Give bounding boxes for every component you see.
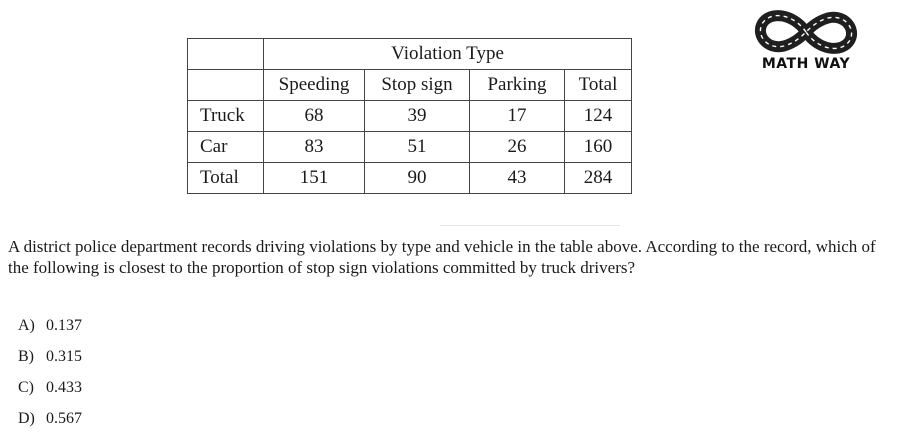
table-column-header-row [188, 70, 632, 101]
row-label-truck: Truck [188, 101, 264, 132]
table-cell: 26 [470, 132, 565, 163]
table-cell: 39 [365, 101, 470, 132]
column-header-speeding: Speeding [264, 70, 365, 101]
choice-value: 0.433 [46, 379, 82, 396]
table-cell: 83 [264, 132, 365, 163]
question-text: A district police department records driving violations by type and vehicle in the table above. According to the record, which of the following is closest to the proportion of stop sign violations committed by truck drivers? [8, 237, 876, 277]
choice-value: 0.315 [46, 348, 82, 365]
answer-choice-c[interactable] [18, 372, 82, 403]
table-empty-header-cell [188, 70, 264, 101]
choice-letter: D) [18, 410, 35, 427]
choice-value: 0.567 [46, 410, 82, 427]
table-row [188, 163, 632, 194]
table-cell: 284 [565, 163, 632, 194]
table-row [188, 101, 632, 132]
violations-table [187, 38, 632, 194]
table-cell: 151 [264, 163, 365, 194]
answer-choice-d[interactable] [18, 403, 82, 434]
row-label-total: Total [188, 163, 264, 194]
answer-choices [18, 310, 82, 434]
answer-choice-a[interactable] [18, 310, 82, 341]
table-cell: 17 [470, 101, 565, 132]
row-label-car: Car [188, 132, 264, 163]
table-cell: 90 [365, 163, 470, 194]
choice-value: 0.137 [46, 317, 82, 334]
answer-choice-b[interactable] [18, 341, 82, 372]
table-cell: 124 [565, 101, 632, 132]
table-group-header-row [188, 39, 632, 70]
table-row [188, 132, 632, 163]
choice-letter: B) [18, 348, 34, 365]
table-corner-cell [188, 39, 264, 70]
table-cell: 160 [565, 132, 632, 163]
table-cell: 43 [470, 163, 565, 194]
table-cell: 68 [264, 101, 365, 132]
column-header-total: Total [565, 70, 632, 101]
choice-letter: A) [18, 317, 35, 334]
violation-type-header: Violation Type [264, 39, 632, 70]
table-cell: 51 [365, 132, 470, 163]
choice-letter: C) [18, 379, 34, 396]
violations-table-container [187, 38, 632, 194]
infinity-road-icon [750, 4, 862, 60]
column-header-stop-sign: Stop sign [365, 70, 470, 101]
column-header-parking: Parking [470, 70, 565, 101]
divider [440, 225, 620, 226]
logo-text: MATH WAY [761, 56, 851, 72]
